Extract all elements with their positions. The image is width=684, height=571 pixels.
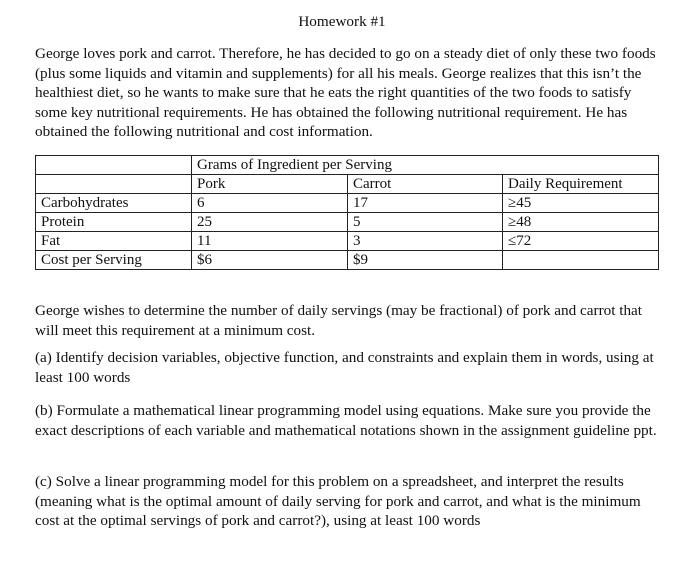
group-header: Grams of Ingredient per Serving — [192, 156, 503, 175]
question-b: (b) Formulate a mathematical linear programming model using equations. Make sure you provide the exact descriptions of each variable and mathematical notations shown in the assignment guideline ppt. — [35, 402, 657, 439]
table-row — [36, 213, 659, 232]
outro-paragraph: George wishes to determine the number of daily servings (may be fractional) of pork and carrot that will meet this requirement at a minimum cost. — [35, 302, 643, 339]
question-c: (c) Solve a linear programming model for this problem on a spreadsheet, and interpret the results (meaning what is the optimal amount of daily serving for pork and carrot, and what is the minimum cost at the optimal servings of pork and carrot?), using at least 100 words — [35, 473, 641, 529]
table-row — [36, 251, 659, 270]
table-header-row — [36, 156, 659, 175]
row-label: Fat — [36, 232, 192, 251]
table-row — [36, 232, 659, 251]
requirement-value: ≤72 — [503, 232, 659, 251]
group-header-blank — [503, 156, 659, 175]
nutrition-table — [35, 155, 659, 270]
subheader-label-cell — [36, 175, 192, 194]
requirement-value: ≥48 — [503, 213, 659, 232]
question-a: (a) Identify decision variables, objective function, and constraints and explain them in words, using at least 100 words — [35, 349, 654, 386]
requirement-value — [503, 251, 659, 270]
page-title: Homework #1 — [298, 13, 386, 30]
table-subheader-row — [36, 175, 659, 194]
carrot-value: 5 — [348, 213, 503, 232]
table-row — [36, 194, 659, 213]
carrot-value: 3 — [348, 232, 503, 251]
requirement-value: ≥45 — [503, 194, 659, 213]
column-header-requirement: Daily Requirement — [503, 175, 659, 194]
column-header-carrot: Carrot — [348, 175, 503, 194]
row-label: Protein — [36, 213, 192, 232]
table-corner-cell — [36, 156, 192, 175]
pork-value: 11 — [192, 232, 348, 251]
intro-paragraph: George loves pork and carrot. Therefore, he has decided to go on a steady diet of only these two foods (plus some liquids and vitamin and supplements) for all his meals. George realizes that this isn’t the healthiest diet, so he wants to make sure that he eats the right quantities of the two foods to satisfy some key nutritional requirements. He has obtained the following nutritional requirement. He has obtained the following nutritional and cost information. — [35, 45, 656, 140]
pork-value: $6 — [192, 251, 348, 270]
pork-value: 6 — [192, 194, 348, 213]
row-label: Cost per Serving — [36, 251, 192, 270]
carrot-value: 17 — [348, 194, 503, 213]
column-header-pork: Pork — [192, 175, 348, 194]
carrot-value: $9 — [348, 251, 503, 270]
pork-value: 25 — [192, 213, 348, 232]
row-label: Carbohydrates — [36, 194, 192, 213]
